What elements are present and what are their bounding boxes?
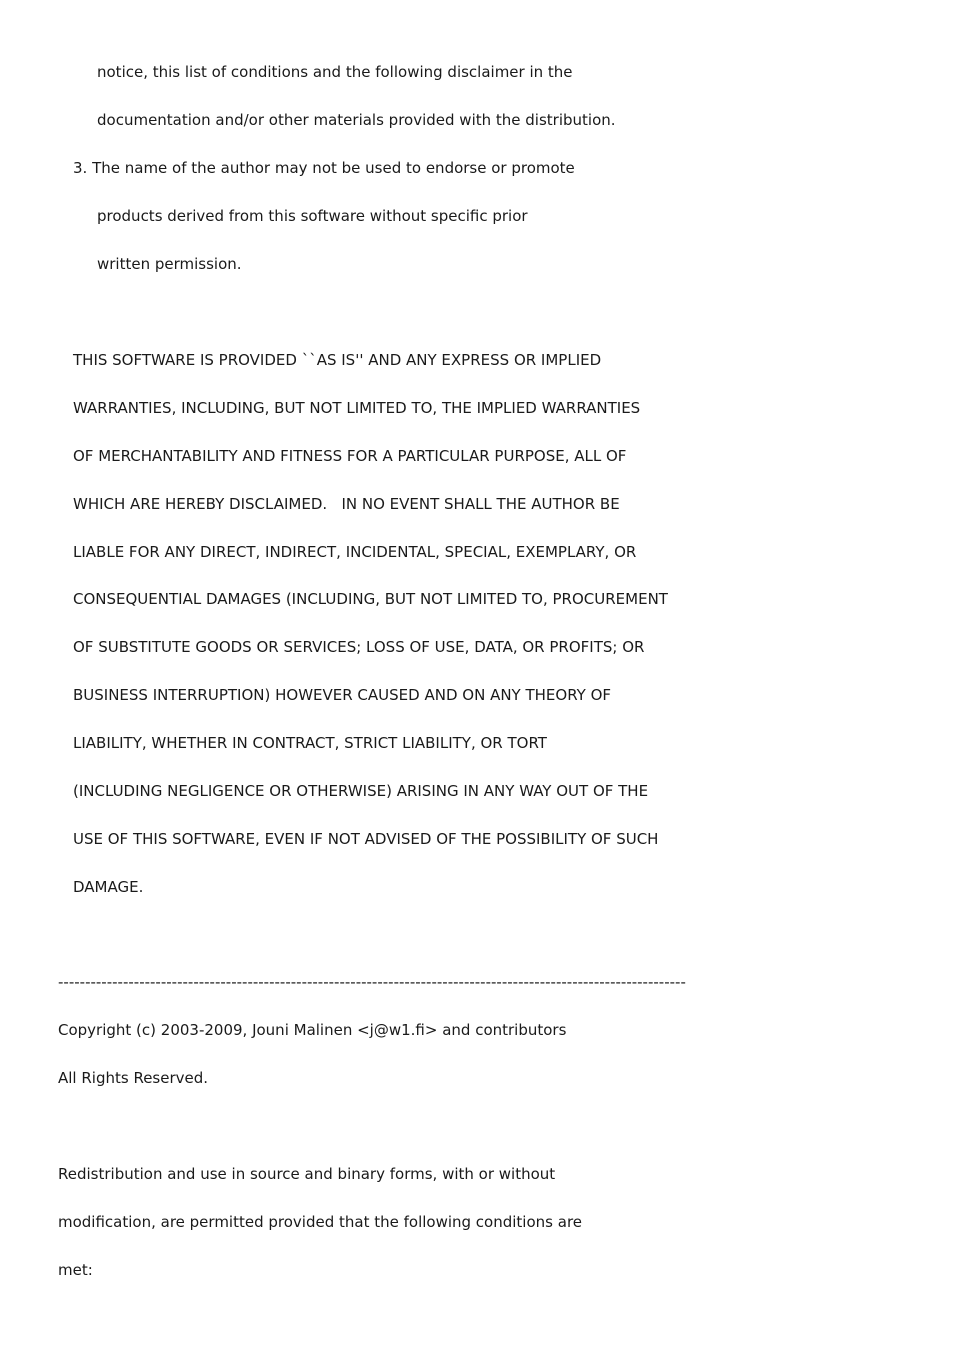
disclaimer-line-7: OF SUBSTITUTE GOODS OR SERVICES; LOSS OF USE, DATA, OR PROFITS; OR — [73, 638, 645, 656]
redistribution-line-2: modification, are permitted provided that the following conditions are — [58, 1213, 583, 1231]
disclaimer-line-9: LIABILITY, WHETHER IN CONTRACT, STRICT LIABILITY, OR TORT — [73, 734, 547, 752]
disclaimer-line-12: DAMAGE. — [73, 878, 144, 896]
clause2-line-2: documentation and/or other materials provided with the distribution. — [97, 111, 616, 129]
disclaimer-line-3: OF MERCHANTABILITY AND FITNESS FOR A PARTICULAR PURPOSE, ALL OF — [73, 447, 627, 465]
disclaimer-line-6: CONSEQUENTIAL DAMAGES (INCLUDING, BUT NOT LIMITED TO, PROCUREMENT — [73, 590, 668, 608]
clause2-line-1: notice, this list of conditions and the following disclaimer in the — [97, 63, 573, 81]
redistribution-line-1: Redistribution and use in source and binary forms, with or without — [58, 1165, 556, 1183]
clause3-line-3: written permission. — [97, 255, 242, 273]
disclaimer-line-11: USE OF THIS SOFTWARE, EVEN IF NOT ADVISED OF THE POSSIBILITY OF SUCH — [73, 830, 659, 848]
disclaimer-line-4: WHICH ARE HEREBY DISCLAIMED. IN NO EVENT SHALL THE AUTHOR BE — [73, 495, 620, 513]
disclaimer-line-5: LIABLE FOR ANY DIRECT, INDIRECT, INCIDENTAL, SPECIAL, EXEMPLARY, OR — [73, 543, 637, 561]
disclaimer-line-8: BUSINESS INTERRUPTION) HOWEVER CAUSED AND ON ANY THEORY OF — [73, 686, 612, 704]
clause3-line-2: products derived from this software without specific prior — [97, 207, 528, 225]
separator-rule: -------------------------------------------------------------------------------------------------------------------- — [58, 973, 686, 991]
disclaimer-line-10: (INCLUDING NEGLIGENCE OR OTHERWISE) ARISING IN ANY WAY OUT OF THE — [73, 782, 649, 800]
rights-reserved: All Rights Reserved. — [58, 1069, 209, 1087]
disclaimer-line-2: WARRANTIES, INCLUDING, BUT NOT LIMITED TO, THE IMPLIED WARRANTIES — [73, 399, 641, 417]
clause3-line-1: 3. The name of the author may not be used to endorse or promote — [73, 159, 575, 177]
disclaimer-line-1: THIS SOFTWARE IS PROVIDED ``AS IS'' AND ANY EXPRESS OR IMPLIED — [73, 351, 602, 369]
copyright-line: Copyright (c) 2003-2009, Jouni Malinen <j@w1.fi> and contributors — [58, 1021, 567, 1039]
redistribution-line-3: met: — [58, 1261, 93, 1279]
